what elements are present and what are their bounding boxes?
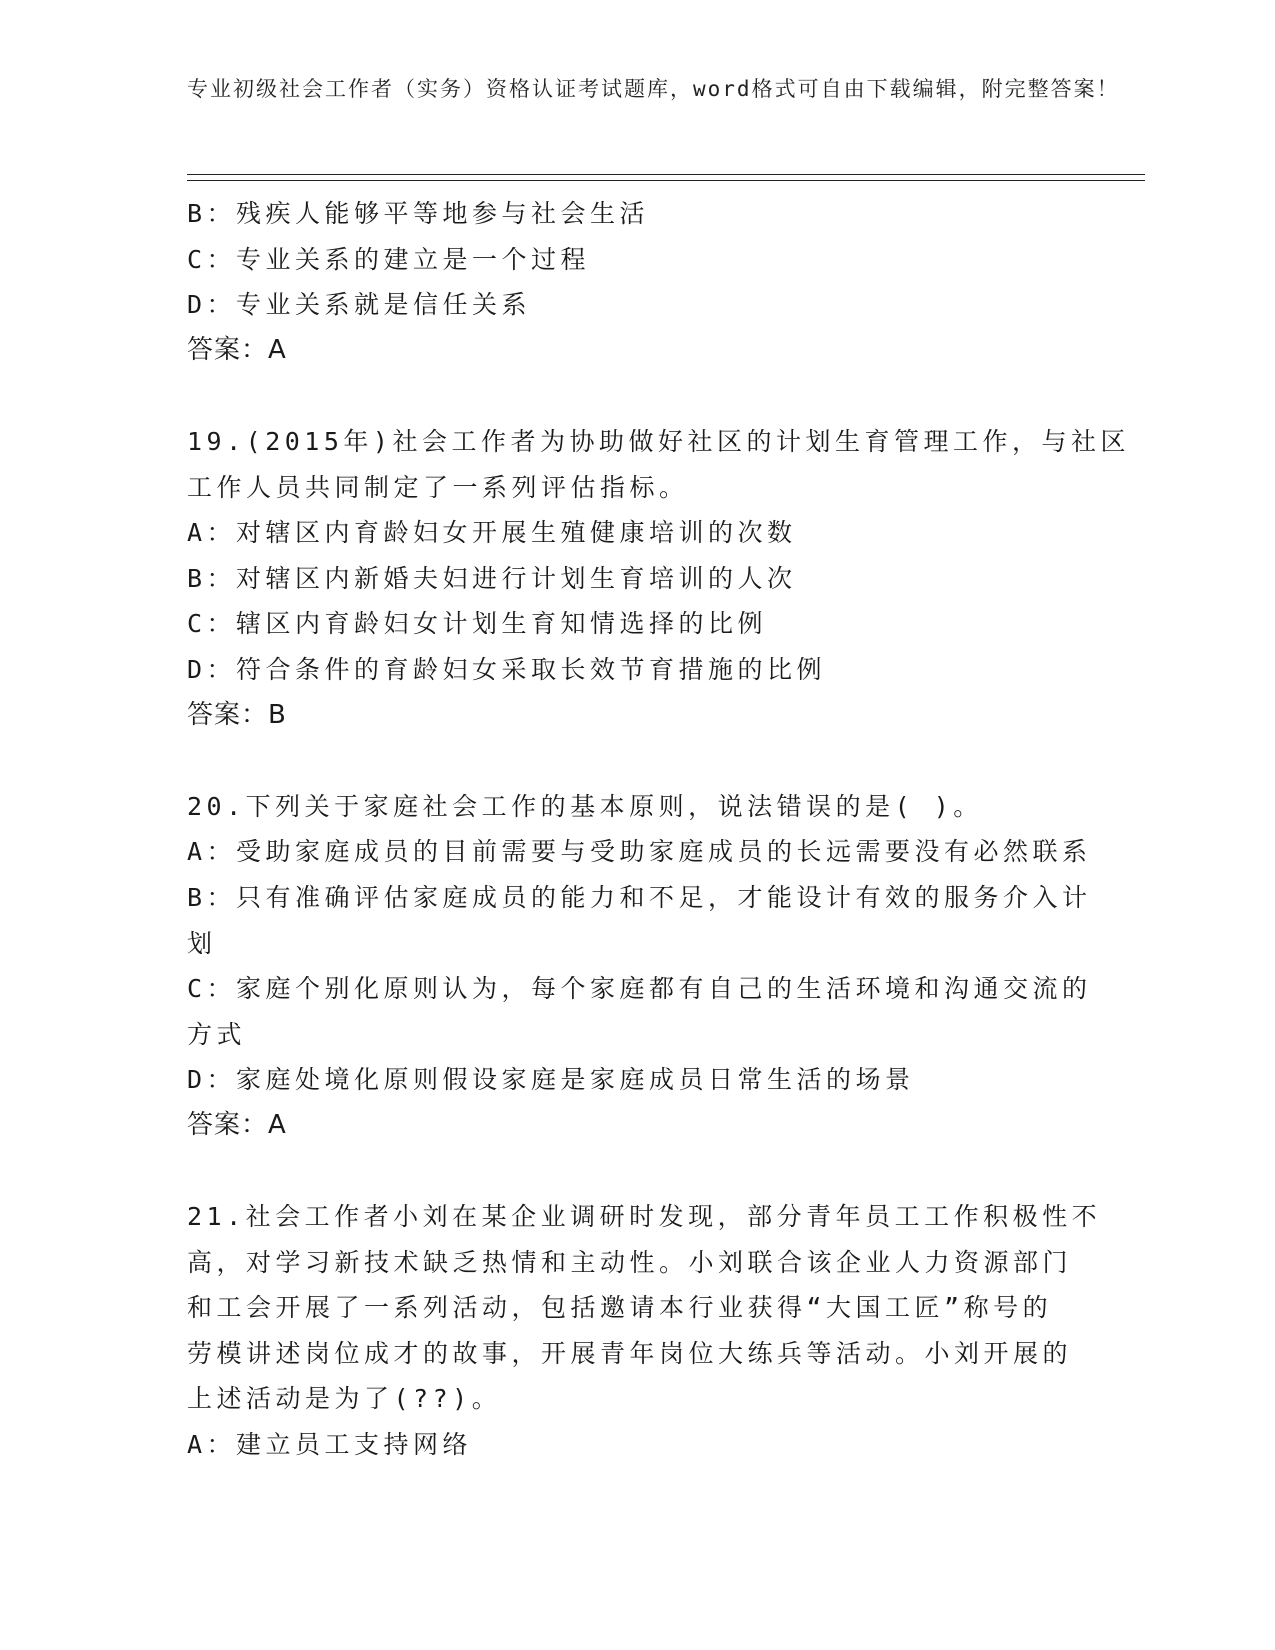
question-18-tail [187, 191, 1087, 373]
question-stem-cont: 上述活动是为了(??)。 [187, 1384, 502, 1414]
spacer [187, 373, 1087, 419]
spacer [187, 738, 1087, 784]
question-stem-cont: 高，对学习新技术缺乏热情和主动性。小刘联合该企业人力资源部门 [187, 1247, 1073, 1277]
document-header [187, 74, 1147, 105]
option-b: B：只有准确评估家庭成员的能力和不足，才能设计有效的服务介入计 [187, 882, 1092, 912]
option-c: C：辖区内育龄妇女计划生育知情选择的比例 [187, 609, 768, 639]
question-19 [187, 419, 1130, 738]
option-d: D：符合条件的育龄妇女采取长效节育措施的比例 [187, 654, 827, 684]
option-a: A：受助家庭成员的目前需要与受助家庭成员的长远需要没有必然联系 [187, 837, 1092, 867]
question-20 [187, 784, 1092, 1149]
question-stem: 20.下列关于家庭社会工作的基本原则，说法错误的是( )。 [187, 791, 983, 821]
option-c-cont: 方式 [187, 1019, 247, 1049]
question-stem: 19.(2015年)社会工作者为协助做好社区的计划生育管理工作，与社区 [187, 426, 1130, 456]
option-b-cont: 划 [187, 928, 217, 958]
question-stem-cont: 工作人员共同制定了一系列评估指标。 [187, 472, 689, 502]
header-rule-top [187, 174, 1145, 175]
answer: 答案：A [187, 334, 287, 365]
document-body [187, 191, 1130, 1468]
header-title: 专业初级社会工作者（实务）资格认证考试题库，word格式可自由下载编辑，附完整答案！ [187, 77, 1120, 101]
option-b: B：对辖区内新婚夫妇进行计划生育培训的人次 [187, 563, 797, 593]
question-stem-cont: 劳模讲述岗位成才的故事，开展青年岗位大练兵等活动。小刘开展的 [187, 1338, 1073, 1368]
question-stem-cont: 和工会开展了一系列活动，包括邀请本行业获得“大国工匠”称号的 [187, 1293, 1053, 1323]
option-c: C：家庭个别化原则认为，每个家庭都有自己的生活环境和沟通交流的 [187, 974, 1092, 1004]
spacer [187, 1148, 1087, 1194]
question-21 [187, 1194, 1102, 1468]
question-stem: 21.社会工作者小刘在某企业调研时发现，部分青年员工工作积极性不 [187, 1202, 1102, 1232]
option-c: C：专业关系的建立是一个过程 [187, 244, 591, 274]
option-b: B：残疾人能够平等地参与社会生活 [187, 199, 650, 228]
answer: 答案：A [187, 1109, 287, 1140]
header-rule-bottom [187, 180, 1145, 181]
option-a: A：建立员工支持网络 [187, 1430, 473, 1460]
option-d: D：专业关系就是信任关系 [187, 290, 532, 320]
answer: 答案：B [187, 699, 287, 730]
option-a: A：对辖区内育龄妇女开展生殖健康培训的次数 [187, 518, 797, 548]
option-d: D：家庭处境化原则假设家庭是家庭成员日常生活的场景 [187, 1065, 915, 1095]
